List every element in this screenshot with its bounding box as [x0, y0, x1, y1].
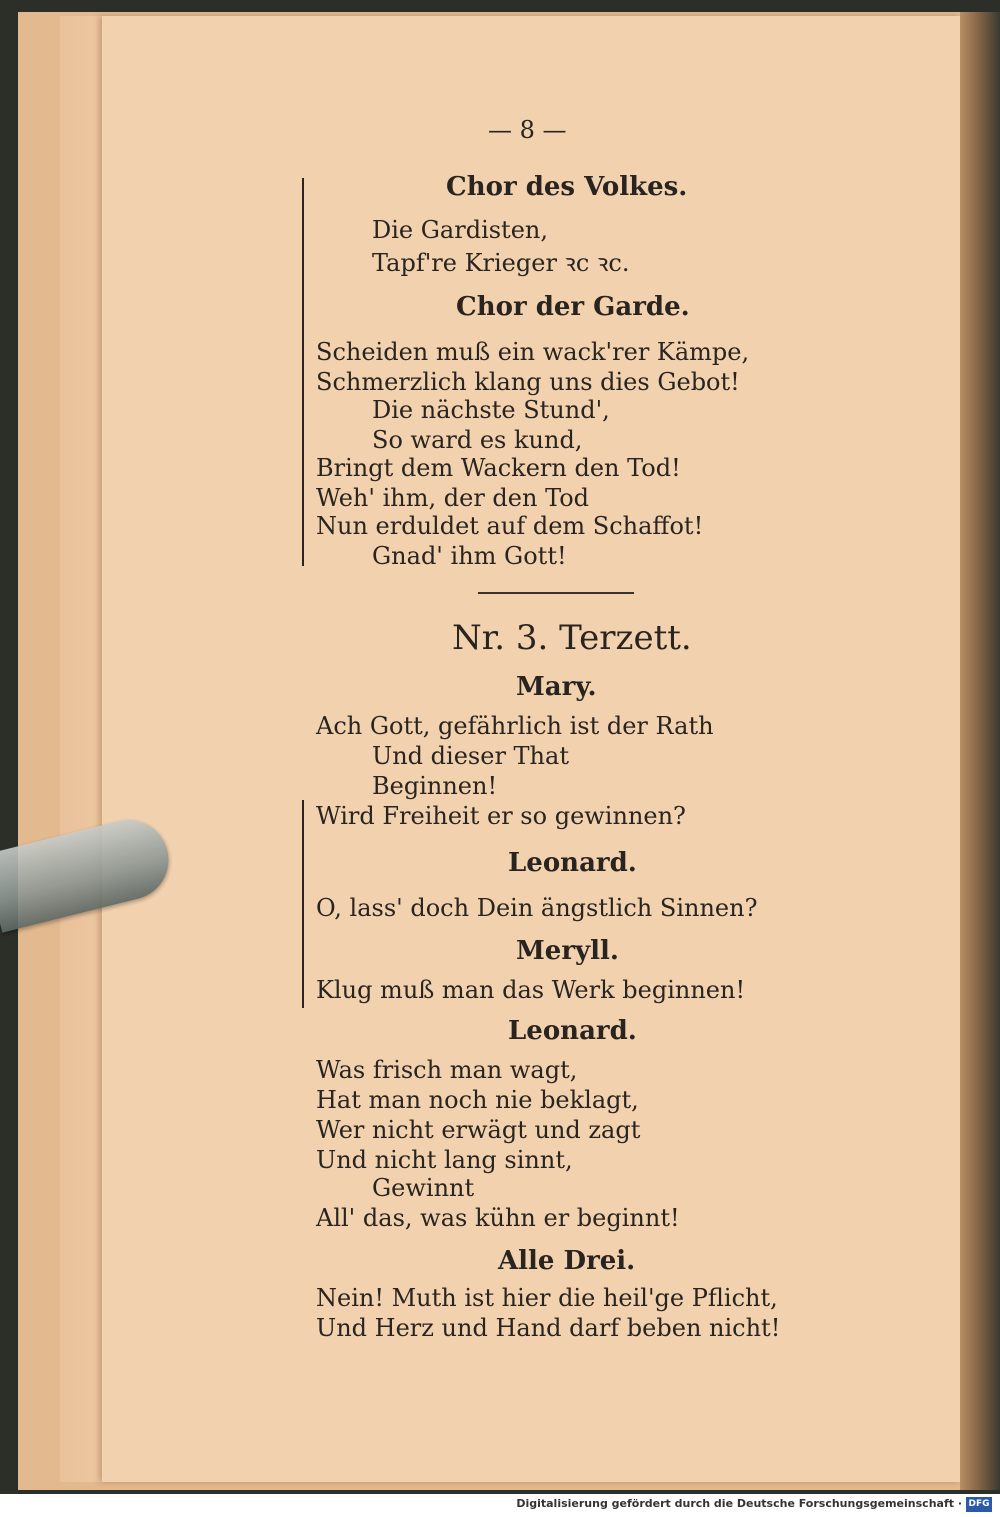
verse-line: Gnad' ihm Gott! [372, 542, 567, 570]
verse-line: Bringt dem Wackern den Tod! [316, 454, 681, 482]
verse-line: Schmerzlich klang uns dies Gebot! [316, 368, 740, 396]
heading-chor-garde: Chor der Garde. [456, 292, 690, 322]
verse-line: Nun erduldet auf dem Schaffot! [316, 512, 704, 540]
verse-line: Klug muß man das Werk beginnen! [316, 976, 746, 1004]
verse-line: Was frisch man wagt, [316, 1056, 578, 1084]
section-divider [478, 592, 634, 594]
verse-line: Wird Freiheit er so gewinnen? [316, 802, 686, 830]
heading-chor-volkes: Chor des Volkes. [446, 172, 688, 202]
dfg-logo: DFG [966, 1497, 992, 1512]
terzett-bracket [302, 800, 308, 1008]
verse-line: Und dieser That [372, 742, 569, 770]
verse-line: Weh' ihm, der den Tod [316, 484, 590, 512]
heading-leonard: Leonard. [508, 848, 637, 878]
verse-line: All' das, was kühn er beginnt! [316, 1204, 680, 1232]
verse-line: Scheiden muß ein wack'rer Kämpe, [316, 338, 750, 366]
verse-line: Die nächste Stund', [372, 396, 610, 424]
page-number: — 8 — [488, 116, 567, 144]
verse-line: O, lass' doch Dein ängstlich Sinnen? [316, 894, 758, 922]
verse-line: Beginnen! [372, 772, 498, 800]
verse-line: Gewinnt [372, 1174, 475, 1202]
verse-line: So ward es kund, [372, 426, 583, 454]
verse-line: Nein! Muth ist hier die heil'ge Pflicht, [316, 1284, 778, 1312]
verse-line: Tapf're Krieger ꝛc ꝛc. [372, 249, 630, 277]
footer-credit: Digitalisierung gefördert durch die Deutsche Forschungsgemeinschaft · [516, 1497, 962, 1510]
verse-line: Hat man noch nie beklagt, [316, 1086, 639, 1114]
book-cover-edge [960, 12, 1000, 1490]
heading-leonard: Leonard. [508, 1016, 637, 1046]
heading-mary: Mary. [516, 672, 597, 702]
verse-line: Ach Gott, gefährlich ist der Rath [316, 712, 714, 740]
chorus-bracket [302, 178, 308, 566]
verse-line: Und Herz und Hand darf beben nicht! [316, 1314, 781, 1342]
footer-bar [0, 1494, 1000, 1517]
page-left-edge [60, 16, 104, 1482]
heading-alle-drei: Alle Drei. [498, 1246, 636, 1276]
verse-line: Wer nicht erwägt und zagt [316, 1116, 641, 1144]
verse-line: Und nicht lang sinnt, [316, 1146, 573, 1174]
number-title: Nr. 3. Terzett. [452, 618, 692, 658]
verse-line: Die Gardisten, [372, 216, 548, 244]
heading-meryll: Meryll. [516, 936, 619, 966]
